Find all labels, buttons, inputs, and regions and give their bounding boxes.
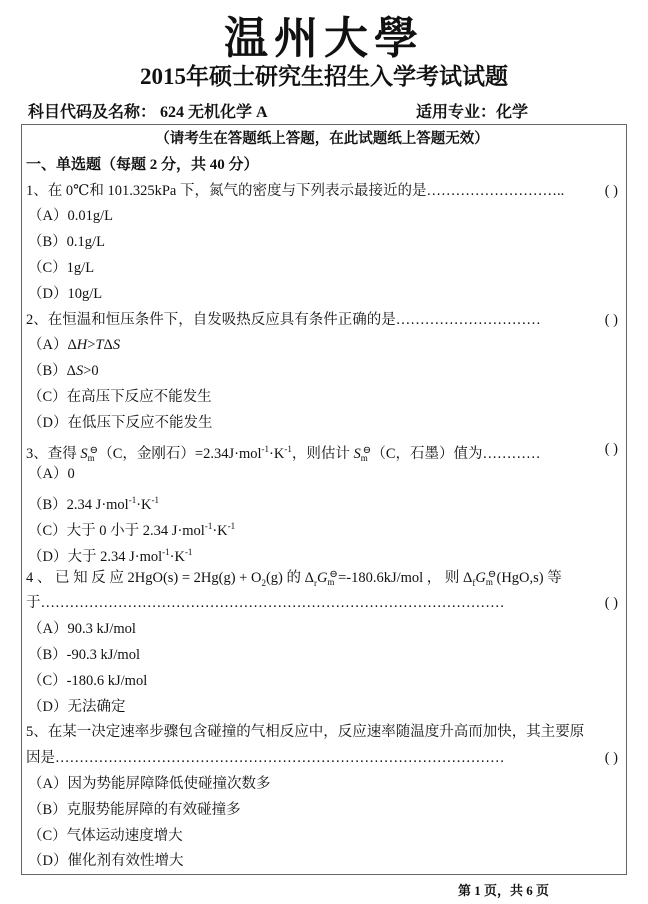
text-segment: ·K [269,445,285,462]
text-segment: f [472,577,476,588]
question-4-option-D [26,695,618,721]
text-segment: （C）在高压下反应不能发生 [28,388,212,405]
text-segment: 5、在某一决定速率步骤包含碰撞的气相反应中，反应速率随温度升高而加快，其主要原 [26,724,585,741]
text-segment: =-180.6kJ/mol ， 则 Δ [334,569,473,586]
answer-blank: ( ) [604,182,618,199]
question-5-stem [26,720,618,746]
text-segment: -1 [151,495,160,506]
question-list [26,179,618,876]
text-segment: S [76,363,84,380]
text-segment: （A）因为势能屏障降低使碰撞次数多 [28,775,271,792]
question-4-option-B [26,643,618,669]
text-segment: （B）克服势能屏障的有效碰撞多 [28,801,241,818]
question-3-option-C [26,514,618,540]
question-1-option-C [26,256,618,282]
exam-title: 2015年硕士研究生招生入学考试试题 [140,64,508,89]
question-4-option-A [26,617,618,643]
question-1-option-A [26,204,618,230]
text-segment: （C，石墨）值为………… [367,445,541,462]
question-5-option-B [26,798,618,824]
text-segment: （B）Δ [28,363,76,380]
subject-code-name: 科目代码及名称： 624 无机化学 A [28,104,268,121]
answer-notice: （请考生在答题纸上答题，在此试题纸上答题无效） [155,131,489,147]
text-segment: ·K [169,548,185,565]
question-3-option-A [26,462,618,488]
text-segment: H [76,337,88,354]
text-segment: （A）Δ [28,337,77,354]
question-box [21,124,627,875]
question-2-stem [26,308,618,334]
text-segment: （C）-180.6 kJ/mol [28,672,148,689]
text-segment: T [95,337,104,354]
text-segment: $_m$ ⊖ [88,453,95,463]
text-segment: S [353,445,361,462]
question-3-stem [26,437,618,463]
answer-blank: ( ) [604,750,618,767]
text-segment: -1 [261,443,270,454]
text-segment: 4 、 已 知 反 应 2HgO(s) = 2Hg(g) + O [26,569,262,586]
text-segment: （D）在低压下反应不能发生 [28,414,213,431]
text-segment: （D）无法确定 [28,698,126,715]
text-segment: （C）气体运动速度增大 [28,827,183,844]
text-segment: 2 [261,577,266,588]
question-5-option-D [26,849,618,875]
text-segment: (g) 的 Δ [265,569,314,586]
text-segment: （A）0.01g/L [28,208,113,225]
answer-blank: ( ) [604,440,618,457]
text-segment: S [80,445,88,462]
text-segment: G [475,569,486,586]
text-segment: $_m$ ⊖ [327,577,334,587]
text-segment: 2、在恒温和恒压条件下，自发吸热反应具有条件正确的是………………………… [26,311,541,328]
answer-blank: ( ) [604,311,618,328]
text-segment: （A）0 [28,466,75,483]
question-1-stem [26,179,618,205]
text-segment: > [87,337,96,354]
text-segment: -1 [128,495,137,506]
page-number: 第 1 页，共 6 页 [458,883,550,898]
text-segment: 1、在 0℃和 101.325kPa 下，氮气的密度与下列表示最接近的是……………………….. [26,182,565,199]
text-segment: 于…………………………………………………………………………………… [26,595,505,612]
question-2-option-C [26,385,618,411]
question-3-option-B [26,488,618,514]
text-segment: （A）90.3 kJ/mol [28,621,136,638]
text-segment: $_m$ ⊖ [361,453,368,463]
text-segment: $_m$ ⊖ [486,577,493,587]
applicable-major: 适用专业：化学 [416,104,529,121]
answer-blank: ( ) [604,595,618,612]
text-segment: 3、查得 [26,445,81,462]
text-segment: -1 [284,443,292,454]
question-1-option-B [26,230,618,256]
text-segment: Δ [103,337,113,354]
text-segment: （B）0.1g/L [28,234,105,251]
text-segment: （C）大于 0 小于 2.34 J·mol [28,522,205,539]
text-segment: -1 [227,520,236,531]
text-segment: ，则估计 [291,445,354,462]
text-segment: （B）2.34 J·mol [28,496,129,513]
question-1-option-D [26,282,618,308]
text-segment: （D）大于 2.34 J·mol [28,548,163,565]
question-5-option-C [26,824,618,850]
question-4-option-C [26,669,618,695]
question-2-option-B [26,359,618,385]
question-5-option-A [26,772,618,798]
text-segment: （D）10g/L [28,285,103,302]
section-title: 一、单选题（每题 2 分，共 40 分） [26,156,259,173]
question-2-option-A [26,333,618,359]
text-segment: 因是………………………………………………………………………………… [26,750,505,767]
text-segment: r [313,577,317,588]
text-segment: S [112,337,121,354]
subject-line [28,99,628,122]
question-4-stem [26,566,618,592]
text-segment: -1 [162,546,170,557]
text-segment: >0 [83,363,99,380]
question-3-option-D [26,540,618,566]
question-2-option-D [26,411,618,437]
text-segment: ·K [136,496,152,513]
university-name: 温州大學 [224,13,424,64]
text-segment: G [316,569,328,586]
text-segment: （C，金刚石）=2.34J·mol [94,445,262,462]
text-segment: -1 [184,546,193,557]
text-segment: （B）-90.3 kJ/mol [28,646,140,663]
question-5-stem [26,746,618,772]
question-4-stem [26,591,618,617]
text-segment: ·K [212,522,228,539]
text-segment: （D）催化剂有效性增大 [28,853,184,870]
text-segment: (HgO,s) 等 [492,569,562,586]
text-segment: （C）1g/L [28,259,95,276]
text-segment: -1 [204,520,213,531]
